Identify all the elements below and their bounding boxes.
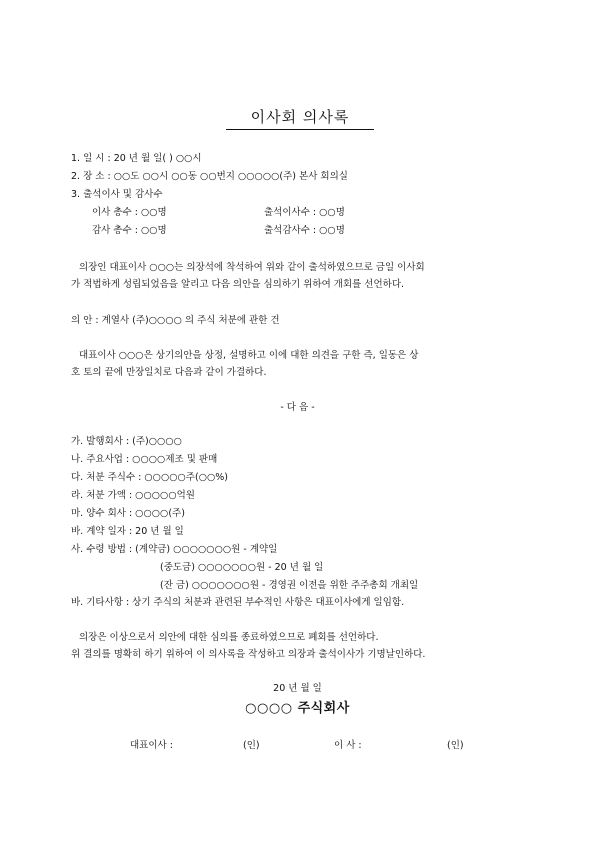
- ceo-seal: (인): [243, 740, 260, 751]
- opening-line-2: 가 적법하게 성립되었음을 알리고 다음 의안을 심의하기 위하여 개회를 선언하다.: [71, 279, 405, 290]
- detail-payment-interim: (중도금) ○○○○○○○원 - 20 년 월 일: [160, 562, 324, 573]
- auditors-total: 감사 총수 : ○○명: [92, 225, 167, 236]
- proposal-line-1: 대표이사 ○○○은 상기의안을 상정, 설명하고 이에 대한 의견을 구한 즉, 일동은 상: [79, 350, 419, 361]
- directors-total: 이사 총수 : ○○명: [92, 207, 167, 218]
- meeting-place: 2. 장 소 : ○○도 ○○시 ○○동 ○○번지 ○○○○○(주) 본사 회의실: [71, 171, 348, 182]
- proposal-line-2: 호 토의 끝에 만장일치로 다음과 같이 가결하다.: [71, 367, 267, 378]
- detail-price: 라. 처분 가액 : ○○○○○억원: [71, 490, 195, 501]
- detail-shares: 다. 처분 주식수 : ○○○○○주(○○%): [71, 472, 229, 483]
- detail-business: 나. 주요사업 : ○○○○제조 및 판매: [71, 454, 218, 465]
- closing-line-2: 위 결의를 명확히 하기 위하여 이 의사록을 작성하고 의장과 출석이사가 기명날인하다.: [71, 649, 426, 660]
- detail-payment-balance: (잔 금) ○○○○○○○원 - 경영권 이전을 위한 주주총회 개최일: [160, 580, 419, 591]
- detail-issuer: 가. 발행회사 : (주)○○○○: [71, 436, 182, 447]
- closing-line-1: 의장은 이상으로서 의안에 대한 심의를 종료하였으므로 폐회를 선언하다.: [79, 632, 379, 643]
- agenda: 의 안 : 계열사 (주)○○○○ 의 주식 처분에 관한 건: [71, 315, 280, 326]
- document-title: 이사회 의사록: [250, 108, 350, 126]
- next-heading: - 다 음 -: [280, 402, 315, 413]
- meeting-datetime: 1. 일 시 : 20 년 월 일( ) ○○시: [71, 153, 202, 164]
- director-signature-label: 이 사 :: [334, 740, 362, 751]
- detail-payment-deposit: 사. 수령 방법 : (계약금) ○○○○○○○원 - 계약일: [71, 544, 278, 555]
- detail-contract-date: 바. 계약 일자 : 20 년 월 일: [71, 526, 184, 537]
- title-underline: [226, 129, 374, 130]
- date-line: 20 년 월 일: [273, 683, 322, 694]
- attendance-heading: 3. 출석이사 및 감사수: [71, 189, 163, 200]
- director-seal: (인): [447, 740, 464, 751]
- directors-present: 출석이사수 : ○○명: [264, 207, 345, 218]
- opening-line-1: 의장인 대표이사 ○○○는 의장석에 착석하여 위와 같이 출석하였으므로 금일 이사회: [79, 262, 425, 273]
- detail-other: 바. 기타사항 : 상기 주식의 처분과 관련된 부수적인 사항은 대표이사에게 일임함.: [71, 597, 405, 608]
- auditors-present: 출석감사수 : ○○명: [264, 225, 345, 236]
- ceo-signature-label: 대표이사 :: [130, 740, 173, 751]
- company-name: ○○○○ 주식회사: [245, 701, 350, 716]
- detail-buyer: 마. 양수 회사 : ○○○○(주): [71, 508, 185, 519]
